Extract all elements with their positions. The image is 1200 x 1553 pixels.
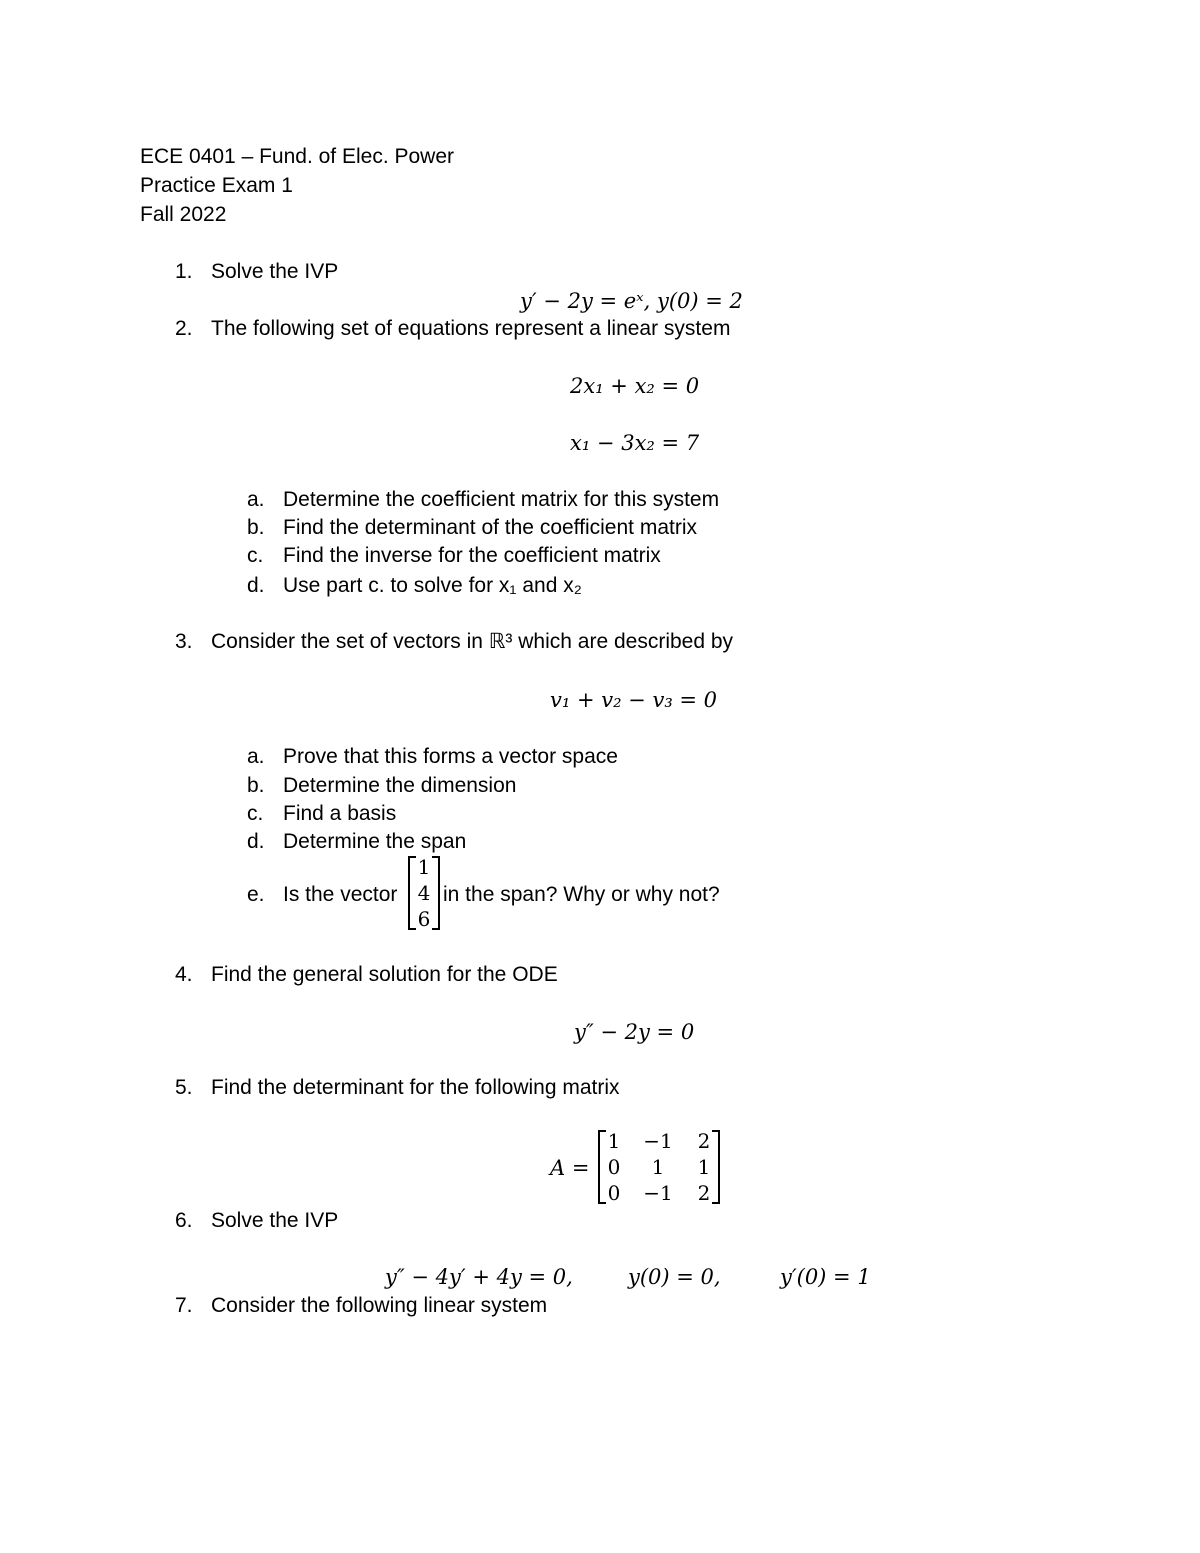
q2-part-b-label: b. — [247, 516, 265, 539]
q3-part-e-text-before: Is the vector — [283, 883, 398, 906]
q1-text: Solve the IVP — [211, 260, 339, 283]
q3-part-a-label: a. — [247, 745, 265, 768]
q1-number: 1. — [175, 260, 193, 283]
q3-part-c-label: c. — [247, 802, 264, 825]
q5-matrix-cell: −1 — [643, 1181, 673, 1205]
q5-matrix-cell: −1 — [643, 1129, 673, 1153]
q3-text: Consider the set of vectors in ℝ³ which are described by — [211, 630, 734, 653]
q7-number: 7. — [175, 1294, 193, 1317]
q4-text: Find the general solution for the ODE — [211, 963, 558, 986]
q2-text: The following set of equations represent a linear system — [211, 317, 731, 340]
q3-part-d-label: d. — [247, 830, 265, 853]
q6-text: Solve the IVP — [211, 1209, 339, 1232]
course-title: ECE 0401 – Fund. of Elec. Power — [140, 145, 455, 168]
q5-matrix-cell: 1 — [651, 1155, 665, 1179]
q5-matrix-cell: 1 — [697, 1155, 711, 1179]
q5-matrix — [598, 1130, 720, 1204]
q2-part-c-text: Find the inverse for the coefficient matrix — [283, 544, 661, 567]
term: Fall 2022 — [140, 203, 227, 226]
q3-equation: v₁ + v₂ − v₃ = 0 — [550, 688, 718, 712]
q6-equation-c: y′(0) = 1 — [780, 1265, 871, 1289]
q6-equation-b: y(0) = 0, — [628, 1265, 721, 1289]
q3-part-e-label: e. — [247, 883, 265, 906]
q5-number: 5. — [175, 1076, 193, 1099]
q3-vector-entry: 6 — [417, 907, 431, 931]
q7-text: Consider the following linear system — [211, 1294, 548, 1317]
q2-part-c-label: c. — [247, 544, 264, 567]
q5-matrix-cell: 2 — [697, 1181, 711, 1205]
q2-part-d-text: Use part c. to solve for x₁ and x₂ — [283, 574, 582, 597]
q4-equation: y″ − 2y = 0 — [574, 1020, 695, 1044]
q3-part-a-text: Prove that this forms a vector space — [283, 745, 618, 768]
q3-vector — [408, 856, 440, 930]
q3-part-e-text-after: in the span? Why or why not? — [443, 883, 720, 906]
q5-matrix-label: A = — [550, 1156, 590, 1180]
q5-matrix-cell: 0 — [607, 1181, 621, 1205]
q3-part-b-text: Determine the dimension — [283, 774, 517, 797]
q5-matrix-cell: 2 — [697, 1129, 711, 1153]
q6-number: 6. — [175, 1209, 193, 1232]
q6-equation-a: y″ − 4y′ + 4y = 0, — [385, 1265, 573, 1289]
q2-part-d-label: d. — [247, 574, 265, 597]
q3-part-d-text: Determine the span — [283, 830, 467, 853]
q5-matrix-cell: 1 — [607, 1129, 621, 1153]
q4-number: 4. — [175, 963, 193, 986]
q3-number: 3. — [175, 630, 193, 653]
q5-matrix-cell: 0 — [607, 1155, 621, 1179]
q3-part-c-text: Find a basis — [283, 802, 397, 825]
q3-vector-entry: 1 — [417, 855, 431, 879]
q2-part-a-text: Determine the coefficient matrix for this system — [283, 488, 720, 511]
q5-text: Find the determinant for the following matrix — [211, 1076, 620, 1099]
q3-part-b-label: b. — [247, 774, 265, 797]
q2-equation-1: 2x₁ + x₂ = 0 — [570, 374, 700, 398]
q2-equation-2: x₁ − 3x₂ = 7 — [570, 431, 700, 455]
q3-vector-entry: 4 — [417, 881, 431, 905]
exam-title: Practice Exam 1 — [140, 174, 293, 197]
q2-number: 2. — [175, 317, 193, 340]
q2-part-a-label: a. — [247, 488, 265, 511]
q1-equation: y′ − 2y = eˣ, y(0) = 2 — [520, 289, 743, 313]
q2-part-b-text: Find the determinant of the coefficient matrix — [283, 516, 697, 539]
